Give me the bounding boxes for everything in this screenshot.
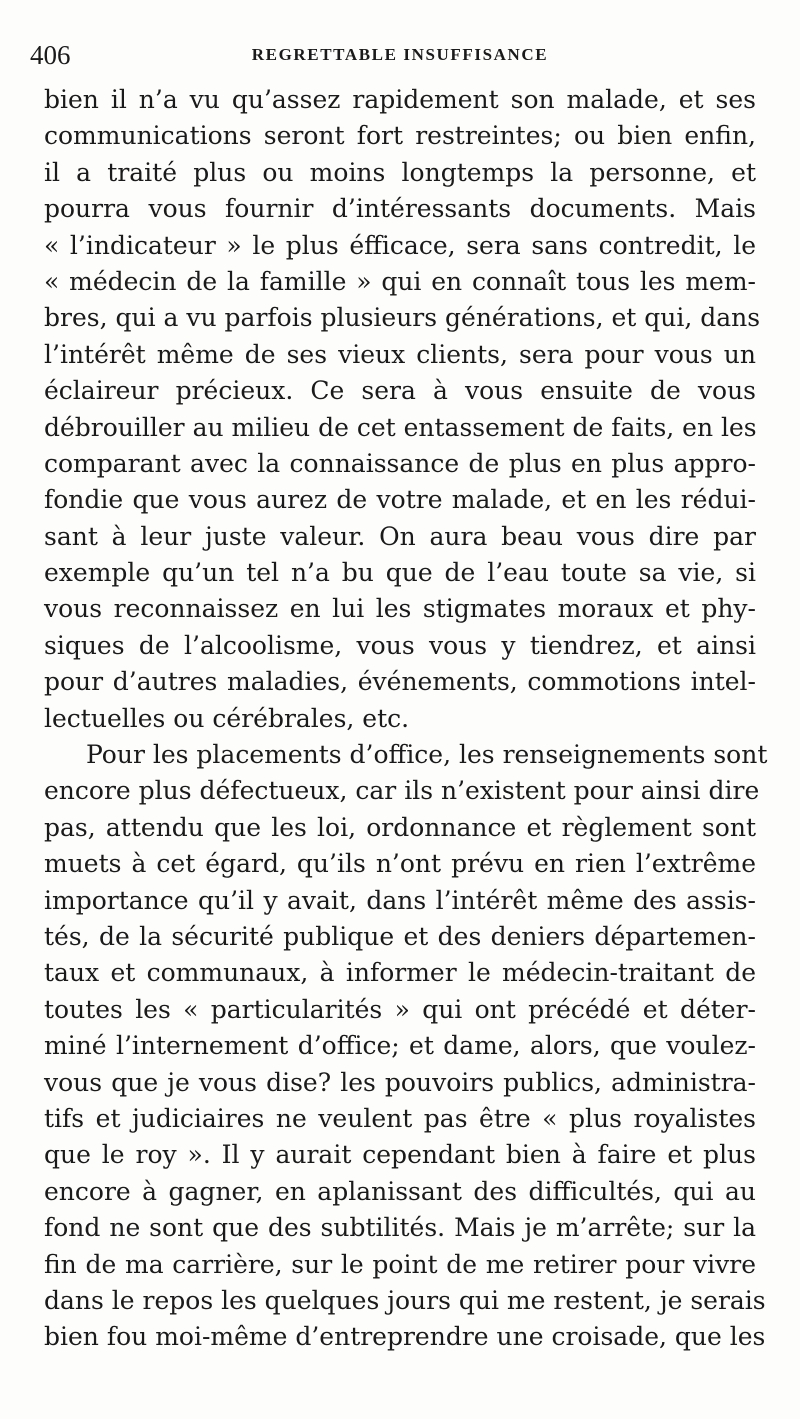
running-head — [30, 38, 770, 72]
text-line: que le roy ». Il y aurait cependant bien à faire et plus — [44, 1140, 756, 1170]
text-line: miné l’internement d’office; et dame, alors, que voulez- — [44, 1031, 756, 1061]
text-line: bres, qui a vu parfois plusieurs générations, et qui, dans — [44, 303, 761, 333]
text-line: bien fou moi-même d’entreprendre une croisade, que les — [44, 1322, 766, 1352]
text-line: l’intérêt même de ses vieux clients, sera pour vous un — [44, 339, 756, 369]
text-line: toutes les « particularités » qui ont précédé et déter- — [44, 994, 756, 1024]
text-line: siques de l’alcoolisme, vous vous y tiendrez, et ainsi — [44, 630, 756, 660]
text-line: pas, attendu que les loi, ordonnance et règlement sont — [44, 812, 756, 842]
text-line: comparant avec la connaissance de plus en plus appro- — [44, 448, 756, 478]
text-line: bien il n’a vu qu’assez rapidement son malade, et ses — [44, 85, 756, 114]
text-line: vous reconnaissez en lui les stigmates moraux et phy- — [44, 594, 756, 624]
text-line: sant à leur juste valeur. On aura beau vous dire par — [44, 521, 756, 551]
text-line: taux et communaux, à informer le médecin-traitant de — [44, 958, 756, 988]
text-line: dans le repos les quelques jours qui me restent, je serais — [44, 1285, 766, 1315]
text-line: exemple qu’un tel n’a bu que de l’eau toute sa vie, si — [44, 558, 756, 588]
text-line: fin de ma carrière, sur le point de me retirer pour vivre — [44, 1249, 756, 1279]
text-line: éclaireur précieux. Ce sera à vous ensuite de vous — [44, 376, 756, 406]
text-line: débrouiller au milieu de cet entassement de faits, en les — [44, 412, 757, 442]
paragraph-first-line: Pour les placements d’office, les renseignements sont — [86, 740, 768, 770]
text-line: pourra vous fournir d’intéressants documents. Mais — [44, 194, 756, 224]
text-line: tifs et judiciaires ne veulent pas être « plus royalistes — [44, 1103, 756, 1133]
text-line: muets à cet égard, qu’ils n’ont prévu en rien l’extrême — [44, 849, 756, 879]
text-line: « médecin de la famille » qui en connaît tous les mem- — [44, 266, 756, 296]
text-line: vous que je vous dise? les pouvoirs publics, administra- — [44, 1067, 756, 1097]
text-line: il a traité plus ou moins longtemps la personne, et — [44, 157, 756, 187]
text-line: communications seront fort restreintes; ou bien enfin, — [44, 121, 756, 151]
text-line: « l’indicateur » le plus éfficace, sera sans contredit, le — [44, 230, 756, 260]
text-line: importance qu’il y avait, dans l’intérêt même des assis- — [44, 885, 756, 915]
text-line: encore plus défectueux, car ils n’existent pour ainsi dire — [44, 776, 760, 806]
page-number: 406 — [30, 40, 71, 70]
text-body — [44, 82, 768, 1356]
text-line: fondie que vous aurez de votre malade, et en les rédui- — [44, 485, 756, 515]
paragraph-end-line: lectuelles ou cérébrales, etc. — [44, 703, 410, 733]
text-line: encore à gagner, en aplanissant des difficultés, qui au — [44, 1176, 756, 1206]
text-line: tés, de la sécurité publique et des deniers départemen- — [44, 921, 756, 951]
text-line: pour d’autres maladies, événements, commotions intel- — [44, 667, 756, 697]
running-title: REGRETTABLE INSUFFISANCE — [251, 45, 549, 64]
text-line: fond ne sont que des subtilités. Mais je m’arrête; sur la — [44, 1213, 756, 1243]
